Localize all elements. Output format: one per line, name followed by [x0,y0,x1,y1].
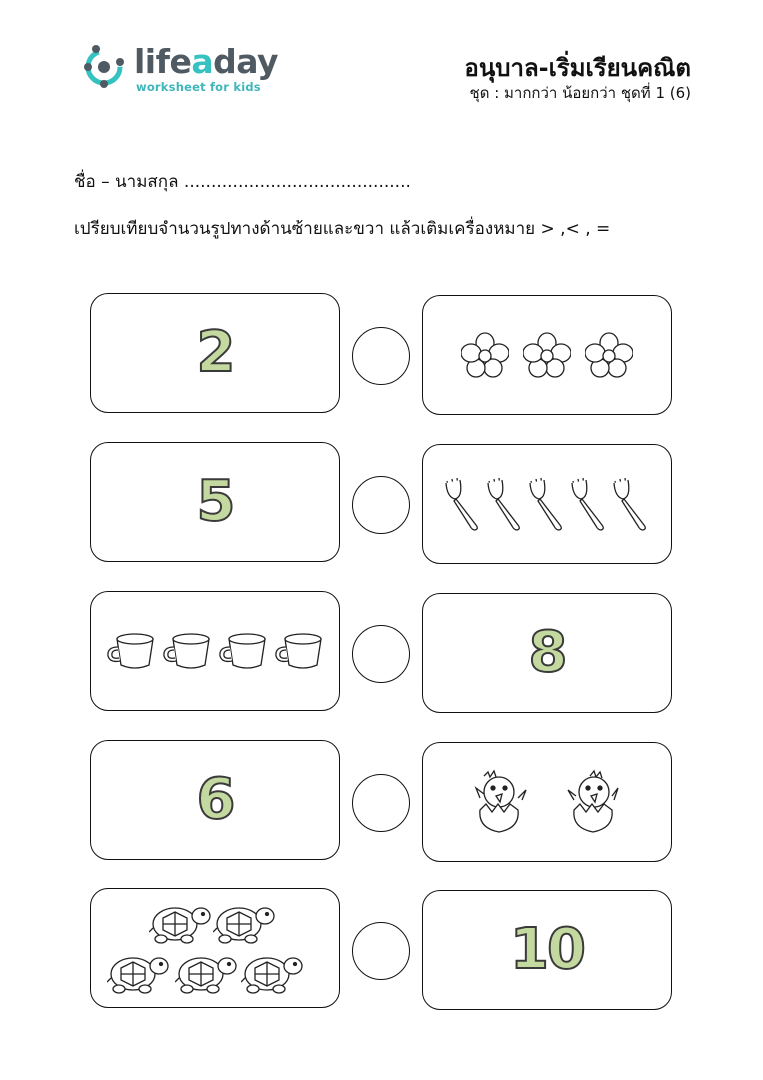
right-box-row-5 [422,890,672,1010]
turtle-icon [175,952,237,996]
number-label: 8 [528,620,566,685]
right-box-row-4 [422,742,672,862]
turtle-icon [241,952,303,996]
flower-icon [585,332,633,378]
turtle-icon [213,902,275,946]
hatching-chick-icon [562,768,620,836]
logo-molecule-icon [82,40,132,90]
hatching-chick-icon [474,768,532,836]
number-label: 2 [196,320,234,385]
turtle-icon [107,952,169,996]
left-box-row-2 [90,442,340,562]
number-label: 6 [196,767,234,832]
left-box-row-1 [90,293,340,413]
fork-icon [611,475,651,533]
cup-icon [273,629,325,673]
fork-icon [443,475,483,533]
left-box-row-4 [90,740,340,860]
right-box-row-3 [422,593,672,713]
fork-icon [485,475,525,533]
logo-wordmark: lifeaday [134,42,279,81]
flower-icon [461,332,509,378]
cup-icon [161,629,213,673]
cup-icon [105,629,157,673]
answer-circle-row-2[interactable] [352,476,410,534]
name-line[interactable]: ชื่อ – นามสกุล .......................................... [74,172,411,192]
number-label: 5 [196,469,234,534]
answer-circle-row-4[interactable] [352,774,410,832]
instruction-text: เปรียบเทียบจำนวนรูปทางด้านซ้ายและขวา แล้วเติมเครื่องหมาย > ,< , = [74,219,611,239]
turtle-icon [149,902,211,946]
right-box-row-2 [422,444,672,564]
left-box-row-5 [90,888,340,1008]
flower-icon [523,332,571,378]
answer-circle-row-1[interactable] [352,327,410,385]
answer-circle-row-3[interactable] [352,625,410,683]
worksheet-title: อนุบาล-เริ่มเรียนคณิต [464,54,691,82]
fork-icon [527,475,567,533]
left-box-row-3 [90,591,340,711]
answer-circle-row-5[interactable] [352,922,410,980]
number-label: 10 [510,917,584,982]
cup-icon [217,629,269,673]
logo [82,38,282,98]
logo-tagline: worksheet for kids [136,80,261,94]
fork-icon [569,475,609,533]
worksheet-subtitle: ชุด : มากกว่า น้อยกว่า ชุดที่ 1 (6) [469,84,691,102]
right-box-row-1 [422,295,672,415]
